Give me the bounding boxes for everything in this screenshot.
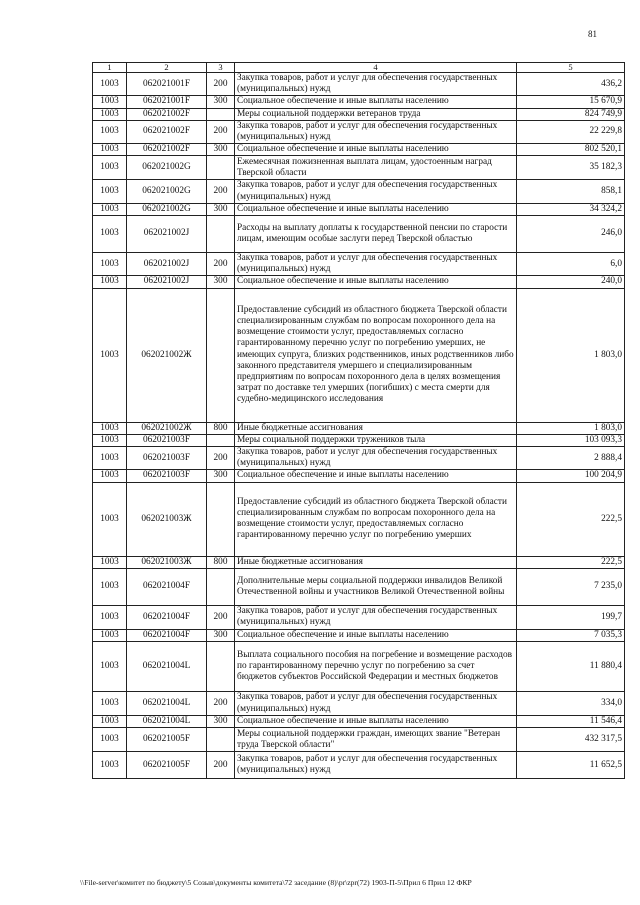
description-cell: Социальное обеспечение и иные выплаты населению: [235, 144, 517, 156]
target-article-cell: 062021002J: [127, 253, 207, 276]
target-article-cell: 062021004F: [127, 568, 207, 605]
target-article-cell: 062021002G: [127, 156, 207, 180]
table-row: [93, 556, 625, 568]
amount-cell: 222,5: [517, 482, 625, 556]
table-row: [93, 96, 625, 108]
table-row: [93, 629, 625, 641]
expense-type-cell: 300: [207, 96, 235, 108]
section-code-cell: 1003: [93, 752, 127, 779]
header-col-2: 2: [127, 63, 207, 73]
section-code-cell: 1003: [93, 728, 127, 752]
amount-cell: 2 888,4: [517, 447, 625, 470]
table-row: [93, 692, 625, 716]
section-code-cell: 1003: [93, 288, 127, 422]
target-article-cell: 062021002F: [127, 108, 207, 120]
expense-type-cell: 200: [207, 605, 235, 629]
description-cell: Закупка товаров, работ и услуг для обеспечения государственных (муниципальных) нужд: [235, 73, 517, 96]
section-code-cell: 1003: [93, 422, 127, 434]
description-cell: Социальное обеспечение и иные выплаты населению: [235, 716, 517, 728]
amount-cell: 436,2: [517, 73, 625, 96]
target-article-cell: 062021004F: [127, 605, 207, 629]
description-cell: Социальное обеспечение и иные выплаты населению: [235, 203, 517, 215]
section-code-cell: 1003: [93, 447, 127, 470]
section-code-cell: 1003: [93, 629, 127, 641]
target-article-cell: 062021004L: [127, 642, 207, 692]
amount-cell: 11 546,4: [517, 716, 625, 728]
amount-cell: 35 182,3: [517, 156, 625, 180]
target-article-cell: 062021001F: [127, 96, 207, 108]
amount-cell: 6,0: [517, 253, 625, 276]
description-cell: Меры социальной поддержки граждан, имеющих звание "Ветеран труда Тверской области": [235, 728, 517, 752]
table-row: [93, 253, 625, 276]
description-cell: Меры социальной поддержки тружеников тыла: [235, 434, 517, 446]
amount-cell: 802 520,1: [517, 144, 625, 156]
table-row: [93, 482, 625, 556]
target-article-cell: 062021002Ж: [127, 288, 207, 422]
target-article-cell: 062021004L: [127, 692, 207, 716]
expense-type-cell: 200: [207, 692, 235, 716]
table-row: [93, 716, 625, 728]
amount-cell: 34 324,2: [517, 203, 625, 215]
table-row: [93, 276, 625, 288]
description-cell: Социальное обеспечение и иные выплаты населению: [235, 96, 517, 108]
amount-cell: 11 880,4: [517, 642, 625, 692]
description-cell: Выплата социального пособия на погребение и возмещение расходов по гарантированному перечню услуг по погребению за счет бюджетов субъектов Российской Федерации и местных бюджетов: [235, 642, 517, 692]
target-article-cell: 062021005F: [127, 752, 207, 779]
section-code-cell: 1003: [93, 482, 127, 556]
expense-type-cell: [207, 434, 235, 446]
footer-file-path: \\File-server\комитет по бюджету\5 Созыв\документы комитета\72 заседание (8)\pr\zpr(72) 1903-П-5\Прил 6 Прил 12 ФКР: [80, 878, 472, 887]
target-article-cell: 062021003F: [127, 447, 207, 470]
table-row: [93, 422, 625, 434]
header-col-4: 4: [235, 63, 517, 73]
header-col-1: 1: [93, 63, 127, 73]
expense-type-cell: 200: [207, 120, 235, 143]
header-col-3: 3: [207, 63, 235, 73]
section-code-cell: 1003: [93, 73, 127, 96]
description-cell: Закупка товаров, работ и услуг для обеспечения государственных (муниципальных) нужд: [235, 447, 517, 470]
amount-cell: 100 204,9: [517, 470, 625, 482]
target-article-cell: 062021002J: [127, 216, 207, 253]
table-row: [93, 568, 625, 605]
amount-cell: 824 749,9: [517, 108, 625, 120]
amount-cell: 1 803,0: [517, 422, 625, 434]
table-row: [93, 728, 625, 752]
target-article-cell: 062021003Ж: [127, 482, 207, 556]
expense-type-cell: [207, 642, 235, 692]
description-cell: Предоставление субсидий из областного бюджета Тверской области специализированным службам по вопросам похоронного дела на возмещение стоимости услуг, предоставляемых согласно гарантированному перечню услуг по погребению умерших: [235, 482, 517, 556]
table-row: [93, 120, 625, 143]
expense-type-cell: 300: [207, 470, 235, 482]
description-cell: Закупка товаров, работ и услуг для обеспечения государственных (муниципальных) нужд: [235, 180, 517, 203]
description-cell: Социальное обеспечение и иные выплаты населению: [235, 629, 517, 641]
description-cell: Расходы на выплату доплаты к государственной пенсии по старости лицам, имеющим особые заслуги перед Тверской областью: [235, 216, 517, 253]
section-code-cell: 1003: [93, 605, 127, 629]
description-cell: Закупка товаров, работ и услуг для обеспечения государственных (муниципальных) нужд: [235, 605, 517, 629]
target-article-cell: 062021002J: [127, 276, 207, 288]
amount-cell: 246,0: [517, 216, 625, 253]
amount-cell: 103 093,3: [517, 434, 625, 446]
table-header-row: [93, 63, 625, 73]
description-cell: Социальное обеспечение и иные выплаты населению: [235, 276, 517, 288]
table-row: [93, 144, 625, 156]
amount-cell: 22 229,8: [517, 120, 625, 143]
table-row: [93, 642, 625, 692]
expense-type-cell: 300: [207, 144, 235, 156]
budget-table: [92, 62, 625, 779]
target-article-cell: 062021004F: [127, 629, 207, 641]
description-cell: Закупка товаров, работ и услуг для обеспечения государственных (муниципальных) нужд: [235, 253, 517, 276]
target-article-cell: 062021002F: [127, 144, 207, 156]
expense-type-cell: 200: [207, 253, 235, 276]
description-cell: Социальное обеспечение и иные выплаты населению: [235, 470, 517, 482]
amount-cell: 222,5: [517, 556, 625, 568]
table-row: [93, 203, 625, 215]
expense-type-cell: [207, 216, 235, 253]
amount-cell: 1 803,0: [517, 288, 625, 422]
amount-cell: 432 317,5: [517, 728, 625, 752]
expense-type-cell: 300: [207, 276, 235, 288]
amount-cell: 858,1: [517, 180, 625, 203]
table-row: [93, 470, 625, 482]
expense-type-cell: 200: [207, 447, 235, 470]
description-cell: Иные бюджетные ассигнования: [235, 422, 517, 434]
target-article-cell: 062021005F: [127, 728, 207, 752]
target-article-cell: 062021003F: [127, 470, 207, 482]
expense-type-cell: 300: [207, 716, 235, 728]
amount-cell: 240,0: [517, 276, 625, 288]
section-code-cell: 1003: [93, 180, 127, 203]
description-cell: Дополнительные меры социальной поддержки инвалидов Великой Отечественной войны и участников Великой Отечественной войны: [235, 568, 517, 605]
table-row: [93, 447, 625, 470]
amount-cell: 7 035,3: [517, 629, 625, 641]
amount-cell: 7 235,0: [517, 568, 625, 605]
section-code-cell: 1003: [93, 156, 127, 180]
section-code-cell: 1003: [93, 120, 127, 143]
page-number: 81: [588, 29, 597, 39]
expense-type-cell: 200: [207, 180, 235, 203]
section-code-cell: 1003: [93, 470, 127, 482]
target-article-cell: 062021003F: [127, 434, 207, 446]
expense-type-cell: 200: [207, 73, 235, 96]
section-code-cell: 1003: [93, 568, 127, 605]
target-article-cell: 062021002G: [127, 203, 207, 215]
table-row: [93, 156, 625, 180]
section-code-cell: 1003: [93, 434, 127, 446]
target-article-cell: 062021002G: [127, 180, 207, 203]
expense-type-cell: [207, 108, 235, 120]
description-cell: Иные бюджетные ассигнования: [235, 556, 517, 568]
description-cell: Закупка товаров, работ и услуг для обеспечения государственных (муниципальных) нужд: [235, 752, 517, 779]
description-cell: Предоставление субсидий из областного бюджета Тверской области специализированным службам по вопросам похоронного дела на возмещение стоимости услуг, предоставляемых согласно гарантированному перечню услуг по погребению умерших, не имеющих супруга, близких родственников, иных родственников либо законного представителя умершего и специализированным предприятиям по вопросам похоронного дела в целях возмещения затрат по доставке тел умерших (погибших) с места смерти для судебно-медицинского исследования: [235, 288, 517, 422]
target-article-cell: 062021002F: [127, 120, 207, 143]
expense-type-cell: [207, 156, 235, 180]
table-row: [93, 108, 625, 120]
section-code-cell: 1003: [93, 108, 127, 120]
expense-type-cell: 300: [207, 203, 235, 215]
expense-type-cell: 200: [207, 752, 235, 779]
table-row: [93, 605, 625, 629]
section-code-cell: 1003: [93, 253, 127, 276]
section-code-cell: 1003: [93, 96, 127, 108]
description-cell: Закупка товаров, работ и услуг для обеспечения государственных (муниципальных) нужд: [235, 692, 517, 716]
header-col-5: 5: [517, 63, 625, 73]
section-code-cell: 1003: [93, 692, 127, 716]
table-row: [93, 434, 625, 446]
target-article-cell: 062021004L: [127, 716, 207, 728]
expense-type-cell: 800: [207, 556, 235, 568]
table-row: [93, 288, 625, 422]
target-article-cell: 062021001F: [127, 73, 207, 96]
table-row: [93, 752, 625, 779]
expense-type-cell: 800: [207, 422, 235, 434]
table-row: [93, 180, 625, 203]
target-article-cell: 062021003Ж: [127, 556, 207, 568]
table-row: [93, 73, 625, 96]
section-code-cell: 1003: [93, 203, 127, 215]
description-cell: Ежемесячная пожизненная выплата лицам, удостоенным наград Тверской области: [235, 156, 517, 180]
expense-type-cell: [207, 288, 235, 422]
amount-cell: 199,7: [517, 605, 625, 629]
section-code-cell: 1003: [93, 144, 127, 156]
description-cell: Меры социальной поддержки ветеранов труда: [235, 108, 517, 120]
amount-cell: 334,0: [517, 692, 625, 716]
section-code-cell: 1003: [93, 556, 127, 568]
section-code-cell: 1003: [93, 642, 127, 692]
amount-cell: 15 670,9: [517, 96, 625, 108]
amount-cell: 11 652,5: [517, 752, 625, 779]
description-cell: Закупка товаров, работ и услуг для обеспечения государственных (муниципальных) нужд: [235, 120, 517, 143]
section-code-cell: 1003: [93, 276, 127, 288]
expense-type-cell: [207, 482, 235, 556]
expense-type-cell: 300: [207, 629, 235, 641]
section-code-cell: 1003: [93, 716, 127, 728]
target-article-cell: 062021002Ж: [127, 422, 207, 434]
expense-type-cell: [207, 728, 235, 752]
expense-type-cell: [207, 568, 235, 605]
section-code-cell: 1003: [93, 216, 127, 253]
table-row: [93, 216, 625, 253]
